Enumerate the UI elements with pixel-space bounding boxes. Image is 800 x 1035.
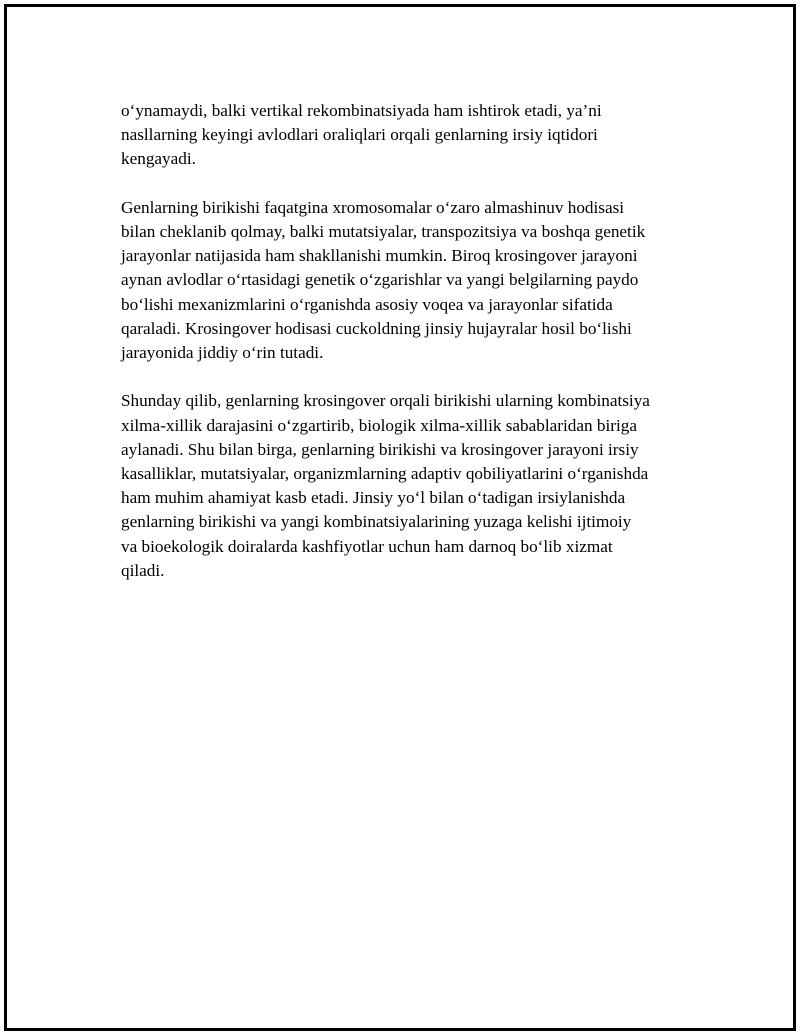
page-content <box>121 99 711 607</box>
text-line: aylanadi. Shu bilan birga, genlarning birikishi va krosingover jarayoni irsiy <box>121 439 639 459</box>
text-line: genlarning birikishi va yangi kombinatsiyalarining yuzaga kelishi ijtimoiy <box>121 512 632 532</box>
text-line: bo‘lishi mexanizmlarini o‘rganishda asosiy voqea va jarayonlar sifatida <box>121 294 613 314</box>
page-frame <box>4 4 796 1031</box>
text-line: qiladi. <box>121 560 165 580</box>
text-line: Shunday qilib, genlarning krosingover orqali birikishi ularning kombinatsiya <box>121 391 650 411</box>
text-line: ham muhim ahamiyat kasb etadi. Jinsiy yo‘l bilan o‘tadigan irsiylanishda <box>121 488 626 508</box>
text-line: kasalliklar, mutatsiyalar, organizmlarning adaptiv qobiliyatlarini o‘rganishda <box>121 464 649 484</box>
text-line: jarayonlar natijasida ham shakllanishi mumkin. Biroq krosingover jarayoni <box>121 246 638 266</box>
text-line: aynan avlodlar o‘rtasidagi genetik o‘zgarishlar va yangi belgilarning paydo <box>121 270 639 290</box>
text-line: o‘ynamaydi, balki vertikal rekombinatsiyada ham ishtirok etadi, ya’ni <box>121 101 602 120</box>
paragraph-1 <box>121 99 711 172</box>
text-line: va bioekologik doiralarda kashfiyotlar uchun ham darnoq bo‘lib xizmat <box>121 536 613 556</box>
paragraph-2 <box>121 196 711 365</box>
text-line: Genlarning birikishi faqatgina xromosomalar o‘zaro almashinuv hodisasi <box>121 197 625 217</box>
paragraph-3 <box>121 389 711 583</box>
text-line: bilan cheklanib qolmay, balki mutatsiyalar, transpozitsiya va boshqa genetik <box>121 222 646 241</box>
text-line: jarayonida jiddiy o‘rin tutadi. <box>121 343 324 363</box>
text-line: qaraladi. Krosingover hodisasi cuckoldning jinsiy hujayralar hosil bo‘lishi <box>121 318 632 338</box>
text-line: xilma-xillik darajasini o‘zgartirib, biologik xilma-xillik sabablaridan biriga <box>121 415 637 435</box>
text-line: nasllarning keyingi avlodlari oraliqlari orqali genlarning irsiy iqtidori <box>121 125 598 145</box>
text-line: kengayadi. <box>121 149 196 169</box>
